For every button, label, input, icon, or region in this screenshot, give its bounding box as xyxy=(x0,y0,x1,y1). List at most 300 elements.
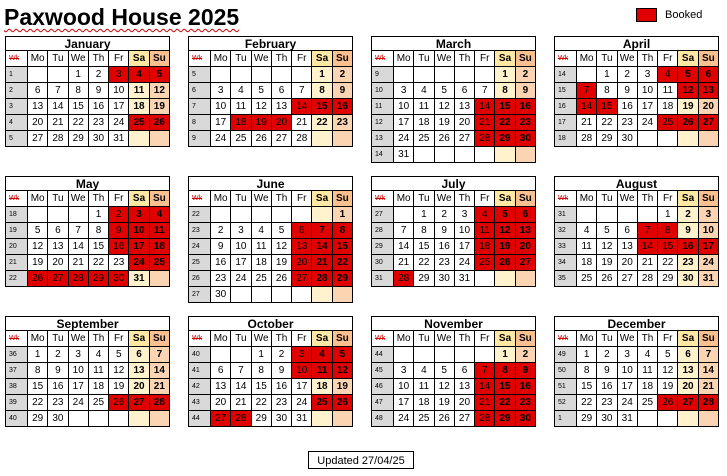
month-table xyxy=(371,330,536,427)
day-cell: 2 xyxy=(271,347,291,363)
day-cell: 20 xyxy=(454,395,474,411)
day-cell xyxy=(658,411,678,427)
day-cell: 19 xyxy=(28,255,48,271)
week-number: 22 xyxy=(6,271,28,287)
day-cell xyxy=(454,147,474,163)
week-header: Wk xyxy=(6,51,28,67)
day-cell: 21 xyxy=(394,255,414,271)
day-cell: 20 xyxy=(678,379,698,395)
week-header: Wk xyxy=(189,191,211,207)
weekday-header: Su xyxy=(332,331,352,347)
day-cell xyxy=(231,207,251,223)
day-cell: 25 xyxy=(149,255,169,271)
day-cell: 15 xyxy=(251,379,271,395)
day-cell: 27 xyxy=(292,271,312,287)
day-cell: 25 xyxy=(658,115,678,131)
legend-label: Booked xyxy=(665,9,703,21)
day-cell: 25 xyxy=(475,255,495,271)
day-cell: 12 xyxy=(149,83,169,99)
day-cell: 3 xyxy=(394,363,414,379)
month-1 xyxy=(188,36,353,147)
day-cell xyxy=(271,207,291,223)
weekday-header: Tu xyxy=(597,51,617,67)
day-cell xyxy=(454,347,474,363)
week-number: 24 xyxy=(189,239,211,255)
week-number: 10 xyxy=(372,83,394,99)
day-cell: 2 xyxy=(434,207,454,223)
weekday-header: Th xyxy=(454,331,474,347)
weekday-header: We xyxy=(434,331,454,347)
day-cell: 3 xyxy=(637,67,657,83)
weekday-header: Sa xyxy=(495,331,515,347)
day-cell: 5 xyxy=(597,223,617,239)
day-cell xyxy=(312,207,332,223)
week-number: 2 xyxy=(6,83,28,99)
weekday-header: Tu xyxy=(48,191,68,207)
weekday-header: Fr xyxy=(475,51,495,67)
week-number: 23 xyxy=(189,223,211,239)
day-cell xyxy=(678,411,698,427)
week-header: Wk xyxy=(372,331,394,347)
weekday-header: Mo xyxy=(577,51,597,67)
week-number: 26 xyxy=(189,271,211,287)
month-name: June xyxy=(188,176,353,190)
month-10 xyxy=(371,316,536,427)
day-cell: 15 xyxy=(414,239,434,255)
day-cell: 7 xyxy=(394,223,414,239)
week-number: 44 xyxy=(189,411,211,427)
weekday-header: Sa xyxy=(129,191,149,207)
week-number: 52 xyxy=(555,395,577,411)
day-cell: 13 xyxy=(48,239,68,255)
day-cell: 30 xyxy=(109,271,129,287)
day-cell: 17 xyxy=(109,99,129,115)
day-cell: 9 xyxy=(48,363,68,379)
week-header: Wk xyxy=(372,51,394,67)
week-number: 38 xyxy=(6,379,28,395)
day-cell: 14 xyxy=(312,239,332,255)
day-cell: 4 xyxy=(414,83,434,99)
day-cell: 3 xyxy=(292,347,312,363)
day-cell: 25 xyxy=(577,271,597,287)
day-cell: 21 xyxy=(231,395,251,411)
day-cell xyxy=(434,67,454,83)
day-cell: 28 xyxy=(475,131,495,147)
day-cell: 23 xyxy=(515,115,535,131)
week-header: Wk xyxy=(6,191,28,207)
day-cell: 31 xyxy=(394,147,414,163)
day-cell: 27 xyxy=(678,395,698,411)
day-cell: 26 xyxy=(149,115,169,131)
day-cell: 25 xyxy=(129,115,149,131)
day-cell: 3 xyxy=(394,83,414,99)
weekday-header: Th xyxy=(454,191,474,207)
week-number: 8 xyxy=(189,115,211,131)
day-cell: 14 xyxy=(475,379,495,395)
day-cell: 5 xyxy=(109,347,129,363)
day-cell: 25 xyxy=(414,131,434,147)
day-cell: 4 xyxy=(231,83,251,99)
day-cell xyxy=(312,131,332,147)
day-cell: 14 xyxy=(577,99,597,115)
day-cell: 11 xyxy=(658,83,678,99)
day-cell xyxy=(109,411,129,427)
day-cell: 6 xyxy=(129,347,149,363)
day-cell: 10 xyxy=(698,223,718,239)
day-cell: 3 xyxy=(454,207,474,223)
week-number: 36 xyxy=(6,347,28,363)
week-header: Wk xyxy=(189,51,211,67)
day-cell xyxy=(48,67,68,83)
weekday-header: Tu xyxy=(414,331,434,347)
day-cell: 6 xyxy=(211,363,231,379)
day-cell xyxy=(495,271,515,287)
day-cell: 30 xyxy=(88,131,108,147)
day-cell: 17 xyxy=(698,239,718,255)
day-cell xyxy=(88,411,108,427)
week-number: 48 xyxy=(372,411,394,427)
day-cell: 12 xyxy=(271,239,291,255)
day-cell: 28 xyxy=(231,411,251,427)
weekday-header: Tu xyxy=(597,191,617,207)
weekday-header: Th xyxy=(88,51,108,67)
day-cell: 20 xyxy=(48,255,68,271)
day-cell: 1 xyxy=(251,347,271,363)
day-cell xyxy=(475,271,495,287)
day-cell xyxy=(231,287,251,303)
week-number: 7 xyxy=(189,99,211,115)
day-cell: 25 xyxy=(637,395,657,411)
day-cell: 15 xyxy=(495,99,515,115)
day-cell: 7 xyxy=(312,223,332,239)
day-cell xyxy=(637,207,657,223)
month-name: January xyxy=(5,36,170,50)
day-cell: 18 xyxy=(637,379,657,395)
day-cell: 22 xyxy=(332,255,352,271)
day-cell: 28 xyxy=(475,411,495,427)
day-cell xyxy=(129,411,149,427)
booked-swatch xyxy=(636,8,657,22)
day-cell: 9 xyxy=(617,83,637,99)
day-cell: 3 xyxy=(109,67,129,83)
day-cell: 24 xyxy=(292,395,312,411)
day-cell xyxy=(292,207,312,223)
weekday-header: We xyxy=(617,331,637,347)
day-cell xyxy=(48,207,68,223)
day-cell: 15 xyxy=(658,239,678,255)
day-cell: 31 xyxy=(454,271,474,287)
day-cell xyxy=(129,131,149,147)
day-cell: 16 xyxy=(434,239,454,255)
month-table xyxy=(5,330,170,427)
day-cell: 7 xyxy=(48,83,68,99)
weekday-header: Fr xyxy=(658,191,678,207)
day-cell: 20 xyxy=(698,99,718,115)
weekday-header: Th xyxy=(454,51,474,67)
day-cell: 22 xyxy=(495,395,515,411)
weekday-header: Su xyxy=(332,51,352,67)
page-title: Paxwood House 2025 xyxy=(4,4,240,30)
day-cell: 22 xyxy=(28,395,48,411)
day-cell: 24 xyxy=(617,395,637,411)
day-cell: 5 xyxy=(28,223,48,239)
month-name: September xyxy=(5,316,170,330)
month-table xyxy=(5,50,170,147)
day-cell: 27 xyxy=(454,411,474,427)
day-cell: 13 xyxy=(28,99,48,115)
day-cell: 29 xyxy=(597,131,617,147)
day-cell: 23 xyxy=(515,395,535,411)
day-cell: 4 xyxy=(577,223,597,239)
weekday-header: Sa xyxy=(129,51,149,67)
day-cell: 3 xyxy=(698,207,718,223)
day-cell: 10 xyxy=(68,363,88,379)
day-cell: 5 xyxy=(251,83,271,99)
weekday-header: Th xyxy=(637,51,657,67)
day-cell: 16 xyxy=(597,379,617,395)
day-cell: 7 xyxy=(68,223,88,239)
weekday-header: Sa xyxy=(678,331,698,347)
weekday-header: Tu xyxy=(48,51,68,67)
day-cell: 11 xyxy=(637,363,657,379)
day-cell: 16 xyxy=(515,99,535,115)
day-cell: 18 xyxy=(658,99,678,115)
weekday-header: Sa xyxy=(312,191,332,207)
day-cell: 15 xyxy=(332,239,352,255)
day-cell: 2 xyxy=(332,67,352,83)
day-cell: 3 xyxy=(68,347,88,363)
day-cell: 1 xyxy=(414,207,434,223)
day-cell: 10 xyxy=(617,363,637,379)
month-name: July xyxy=(371,176,536,190)
day-cell: 5 xyxy=(495,207,515,223)
day-cell: 5 xyxy=(434,83,454,99)
day-cell: 14 xyxy=(637,239,657,255)
day-cell: 30 xyxy=(678,271,698,287)
week-number: 31 xyxy=(555,207,577,223)
day-cell xyxy=(678,131,698,147)
day-cell xyxy=(454,67,474,83)
day-cell: 8 xyxy=(68,83,88,99)
day-cell: 2 xyxy=(109,207,129,223)
day-cell: 28 xyxy=(149,395,169,411)
day-cell xyxy=(332,287,352,303)
weekday-header: Sa xyxy=(495,191,515,207)
week-number: 45 xyxy=(372,363,394,379)
weekday-header: We xyxy=(68,191,88,207)
day-cell: 29 xyxy=(495,411,515,427)
weekday-header: Mo xyxy=(394,191,414,207)
day-cell: 13 xyxy=(292,239,312,255)
day-cell: 14 xyxy=(149,363,169,379)
week-number: 25 xyxy=(189,255,211,271)
day-cell: 4 xyxy=(312,347,332,363)
day-cell: 5 xyxy=(271,223,291,239)
day-cell: 2 xyxy=(88,67,108,83)
day-cell: 23 xyxy=(88,115,108,131)
day-cell: 6 xyxy=(292,223,312,239)
day-cell: 30 xyxy=(434,271,454,287)
day-cell: 26 xyxy=(109,395,129,411)
day-cell: 29 xyxy=(577,411,597,427)
legend xyxy=(636,8,702,22)
week-number: 19 xyxy=(6,223,28,239)
weekday-header: Fr xyxy=(292,191,312,207)
day-cell: 8 xyxy=(577,363,597,379)
month-4 xyxy=(5,176,170,287)
weekday-header: We xyxy=(617,191,637,207)
month-table xyxy=(371,190,536,287)
day-cell: 10 xyxy=(231,239,251,255)
day-cell xyxy=(394,207,414,223)
day-cell xyxy=(271,67,291,83)
day-cell: 17 xyxy=(292,379,312,395)
day-cell: 5 xyxy=(434,363,454,379)
week-number: 9 xyxy=(372,67,394,83)
day-cell: 9 xyxy=(88,83,108,99)
day-cell: 29 xyxy=(414,271,434,287)
weekday-header: Mo xyxy=(211,331,231,347)
day-cell: 9 xyxy=(332,83,352,99)
day-cell: 1 xyxy=(658,207,678,223)
week-number: 34 xyxy=(555,255,577,271)
day-cell xyxy=(68,411,88,427)
day-cell: 9 xyxy=(515,363,535,379)
month-name: March xyxy=(371,36,536,50)
month-name: November xyxy=(371,316,536,330)
day-cell: 11 xyxy=(129,83,149,99)
day-cell: 11 xyxy=(88,363,108,379)
day-cell: 7 xyxy=(475,363,495,379)
weekday-header: Tu xyxy=(414,51,434,67)
day-cell: 28 xyxy=(292,131,312,147)
day-cell: 28 xyxy=(577,131,597,147)
day-cell: 10 xyxy=(129,223,149,239)
day-cell: 23 xyxy=(434,255,454,271)
day-cell: 30 xyxy=(515,131,535,147)
month-name: February xyxy=(188,36,353,50)
day-cell: 19 xyxy=(678,99,698,115)
week-number: 30 xyxy=(372,255,394,271)
month-table xyxy=(371,50,536,163)
day-cell: 21 xyxy=(312,255,332,271)
day-cell: 7 xyxy=(577,83,597,99)
day-cell: 17 xyxy=(231,255,251,271)
weekday-header: Fr xyxy=(109,51,129,67)
day-cell: 10 xyxy=(394,99,414,115)
day-cell: 22 xyxy=(658,255,678,271)
day-cell: 10 xyxy=(394,379,414,395)
day-cell: 19 xyxy=(251,115,271,131)
day-cell: 15 xyxy=(88,239,108,255)
day-cell: 26 xyxy=(28,271,48,287)
day-cell xyxy=(68,207,88,223)
day-cell xyxy=(312,287,332,303)
day-cell: 6 xyxy=(698,67,718,83)
week-number: 14 xyxy=(372,147,394,163)
day-cell: 18 xyxy=(414,115,434,131)
day-cell: 24 xyxy=(109,115,129,131)
day-cell: 11 xyxy=(577,239,597,255)
day-cell xyxy=(434,347,454,363)
day-cell: 26 xyxy=(271,271,291,287)
day-cell xyxy=(394,347,414,363)
week-number: 46 xyxy=(372,379,394,395)
day-cell: 12 xyxy=(434,379,454,395)
day-cell: 23 xyxy=(678,255,698,271)
day-cell: 12 xyxy=(597,239,617,255)
weekday-header: Fr xyxy=(109,331,129,347)
week-header: Wk xyxy=(372,191,394,207)
day-cell xyxy=(414,67,434,83)
weekday-header: Fr xyxy=(109,191,129,207)
day-cell: 4 xyxy=(658,67,678,83)
day-cell: 7 xyxy=(698,347,718,363)
weekday-header: Fr xyxy=(658,331,678,347)
day-cell: 1 xyxy=(597,67,617,83)
day-cell: 30 xyxy=(515,411,535,427)
day-cell xyxy=(434,147,454,163)
weekday-header: Th xyxy=(637,191,657,207)
day-cell: 27 xyxy=(48,271,68,287)
day-cell: 20 xyxy=(28,115,48,131)
day-cell: 14 xyxy=(475,99,495,115)
day-cell: 17 xyxy=(637,99,657,115)
day-cell: 11 xyxy=(312,363,332,379)
day-cell: 23 xyxy=(597,395,617,411)
day-cell: 21 xyxy=(292,115,312,131)
day-cell: 14 xyxy=(231,379,251,395)
weekday-header: Tu xyxy=(231,51,251,67)
month-table xyxy=(5,190,170,287)
day-cell: 9 xyxy=(109,223,129,239)
day-cell xyxy=(597,207,617,223)
day-cell xyxy=(332,411,352,427)
day-cell: 8 xyxy=(332,223,352,239)
day-cell: 4 xyxy=(88,347,108,363)
day-cell: 27 xyxy=(617,271,637,287)
day-cell: 1 xyxy=(577,347,597,363)
day-cell: 18 xyxy=(577,255,597,271)
day-cell xyxy=(475,67,495,83)
month-name: August xyxy=(554,176,719,190)
day-cell: 21 xyxy=(475,395,495,411)
month-0 xyxy=(5,36,170,147)
weekday-header: Mo xyxy=(28,51,48,67)
week-number: 40 xyxy=(189,347,211,363)
day-cell: 15 xyxy=(312,99,332,115)
day-cell: 4 xyxy=(129,67,149,83)
day-cell: 16 xyxy=(109,239,129,255)
day-cell: 20 xyxy=(211,395,231,411)
month-11 xyxy=(554,316,719,427)
week-number: 9 xyxy=(189,131,211,147)
month-table xyxy=(554,190,719,287)
day-cell: 25 xyxy=(251,271,271,287)
day-cell: 29 xyxy=(88,271,108,287)
updated-label: Updated 27/04/25 xyxy=(308,451,414,469)
day-cell: 16 xyxy=(332,99,352,115)
day-cell: 28 xyxy=(48,131,68,147)
day-cell: 31 xyxy=(292,411,312,427)
week-number: 4 xyxy=(6,115,28,131)
weekday-header: Sa xyxy=(312,331,332,347)
day-cell: 18 xyxy=(475,239,495,255)
day-cell: 20 xyxy=(617,255,637,271)
day-cell: 29 xyxy=(68,131,88,147)
day-cell: 31 xyxy=(698,271,718,287)
day-cell: 19 xyxy=(434,395,454,411)
